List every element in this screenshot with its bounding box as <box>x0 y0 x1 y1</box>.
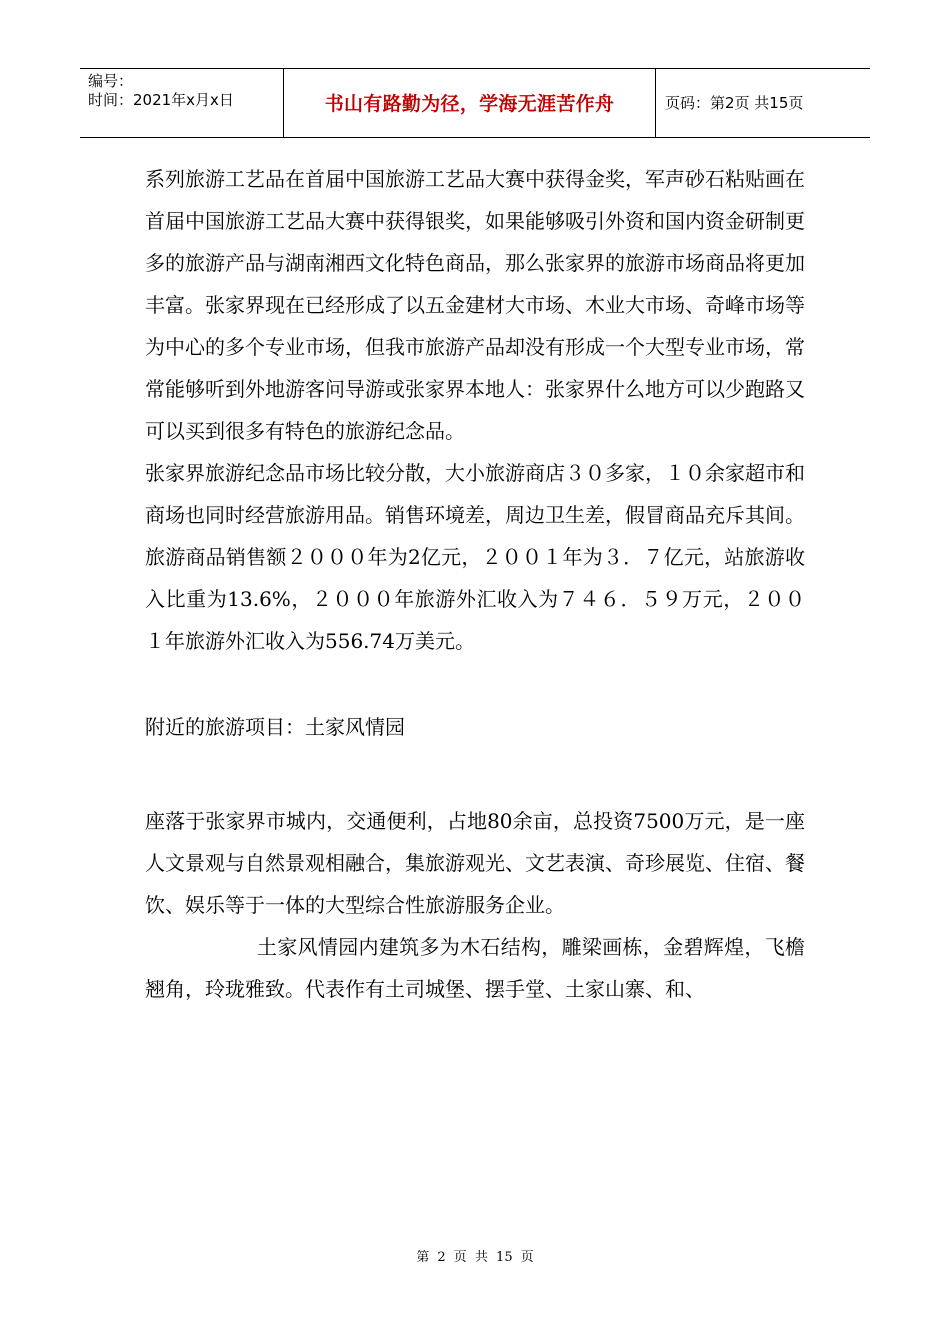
section-heading: 附近的旅游项目：土家风情园 <box>145 715 405 739</box>
page-footer: 第 2 页 共 15 页 <box>416 1250 534 1265</box>
body-paragraph: 座落于张家界市城内，交通便利，占地80余亩，总投资7500万元，是一座人文景观与自然景观相融合，集旅游观光、文艺表演、奇珍展览、住宿、餐饮、娱乐等于一体的大型综合性旅游服务企业。 <box>145 809 805 917</box>
header-info-cell <box>80 69 284 137</box>
document-number-label: 编号： <box>88 72 134 90</box>
header-motto-cell <box>284 69 656 137</box>
document-date: 时间：2021年x月x日 <box>88 91 234 109</box>
body-paragraph: 张家界旅游纪念品市场比较分散，大小旅游商店３０多家，１０余家超市和商场也同时经营旅游用品。销售环境差，周边卫生差，假冒商品充斥其间。旅游商品销售额２０００年为2亿元，２００１年为３．７亿元，站旅游收入比重为13.6%，２０００年旅游外汇收入为７４６．５９万元，２００１年旅游外汇收入为556.74万美元。 <box>145 461 805 653</box>
document-body <box>145 158 805 1010</box>
page-header <box>80 68 870 138</box>
header-page-cell <box>656 69 870 137</box>
body-paragraph: 系列旅游工艺品在首届中国旅游工艺品大赛中获得金奖，军声砂石粘贴画在首届中国旅游工艺品大赛中获得银奖，如果能够吸引外资和国内资金研制更多的旅游产品与湖南湘西文化特色商品，那么张家界的旅游市场商品将更加丰富。张家界现在已经形成了以五金建材大市场、木业大市场、奇峰市场等为中心的多个专业市场，但我市旅游产品却没有形成一个大型专业市场，常常能够听到外地游客问导游或张家界本地人：张家界什么地方可以少跑路又可以买到很多有特色的旅游纪念品。 <box>145 167 805 443</box>
header-motto: 书山有路勤为径，学海无涯苦作舟 <box>324 93 615 115</box>
body-paragraph: 土家风情园内建筑多为木石结构，雕梁画栋，金碧辉煌，飞檐翘角，玲珑雅致。代表作有土司城堡、摆手堂、土家山寨、和、 <box>145 935 805 1001</box>
header-page-number: 页码：第2页 共15页 <box>665 94 804 112</box>
